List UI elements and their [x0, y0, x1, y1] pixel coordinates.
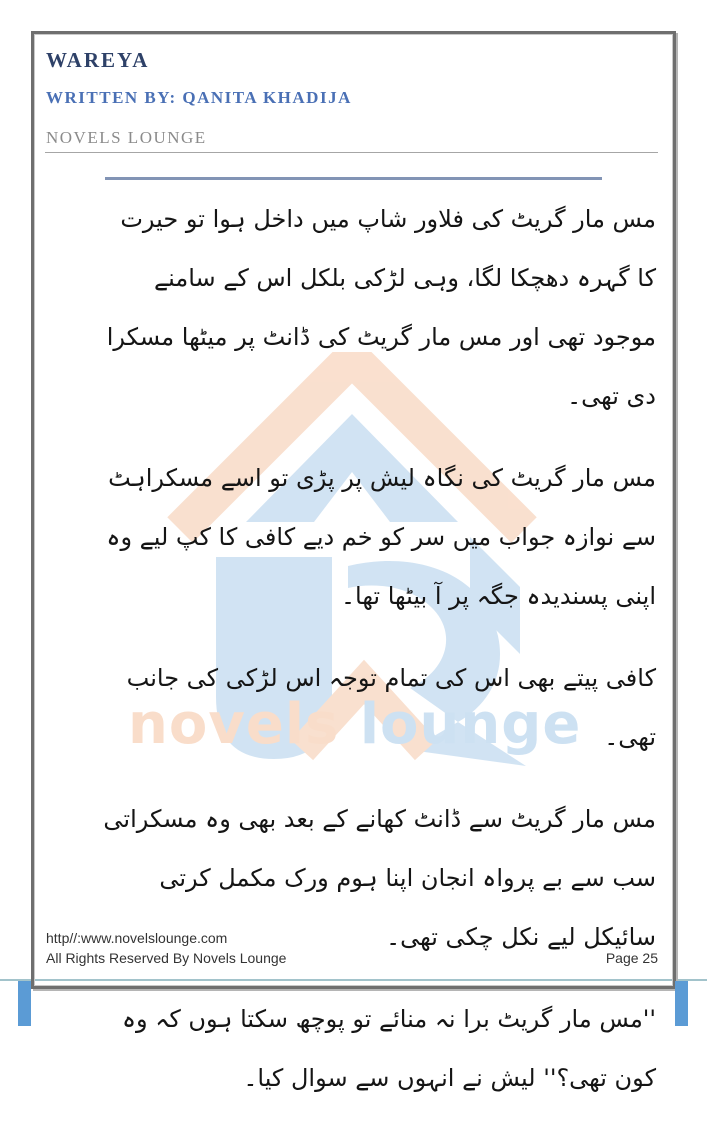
story-paragraph: مس مار گریٹ سے ڈانٹ کھانے کے بعد بھی وہ مسکراتی سب سے بے پرواہ انجان اپنا ہوم ورک مکمل کرتی سائیکل لیے نکل چکی تھی۔ [103, 805, 656, 951]
right-accent-bar [675, 981, 688, 1026]
rights-notice: All Rights Reserved By Novels Lounge [46, 950, 287, 966]
left-accent-bar [18, 981, 31, 1026]
page-number: Page 25 [605, 950, 658, 966]
brand-label: NOVELS LOUNGE [46, 128, 207, 147]
book-title: WAREYA [46, 48, 150, 72]
section-divider [105, 177, 602, 180]
story-paragraph: کافی پیتے بھی اس کی تمام توجہ اس لڑکی کی جانب تھی۔ [126, 664, 656, 751]
story-paragraph: مس مار گریٹ کی فلاور شاپ میں داخل ہوا تو حیرت کا گہرہ دھچکا لگا، وہی لڑکی بلکل اس کے سامنے موجود تھی اور مس مار گریٹ کی ڈانٹ پر میٹھا مسکرا دی تھی۔ [106, 205, 656, 410]
author-byline: WRITTEN BY: QANITA KHADIJA [46, 88, 352, 107]
story-paragraph: مس مار گریٹ کی نگاہ لیش پر پڑی تو اسے مسکراہٹ سے نوازہ جواب میں سر کو خم دیے کافی کا کپ لیے وہ اپنی پسندیدہ جگہ پر آ بیٹھا تھا۔ [106, 464, 656, 610]
story-text-block [100, 190, 656, 1131]
header-divider [45, 152, 658, 153]
website-url[interactable]: http//:www.novelslounge.com [46, 930, 228, 946]
footer-row [46, 950, 658, 966]
watermark-word-novels: novels [128, 692, 340, 757]
story-paragraph: ''مس مار گریٹ برا نہ منائے تو پوچھ سکتا ہوں کہ وہ کون تھی؟'' لیش نے انہوں سے سوال کیا۔ [121, 1005, 656, 1092]
watermark-word-lounge: lounge [359, 692, 582, 757]
